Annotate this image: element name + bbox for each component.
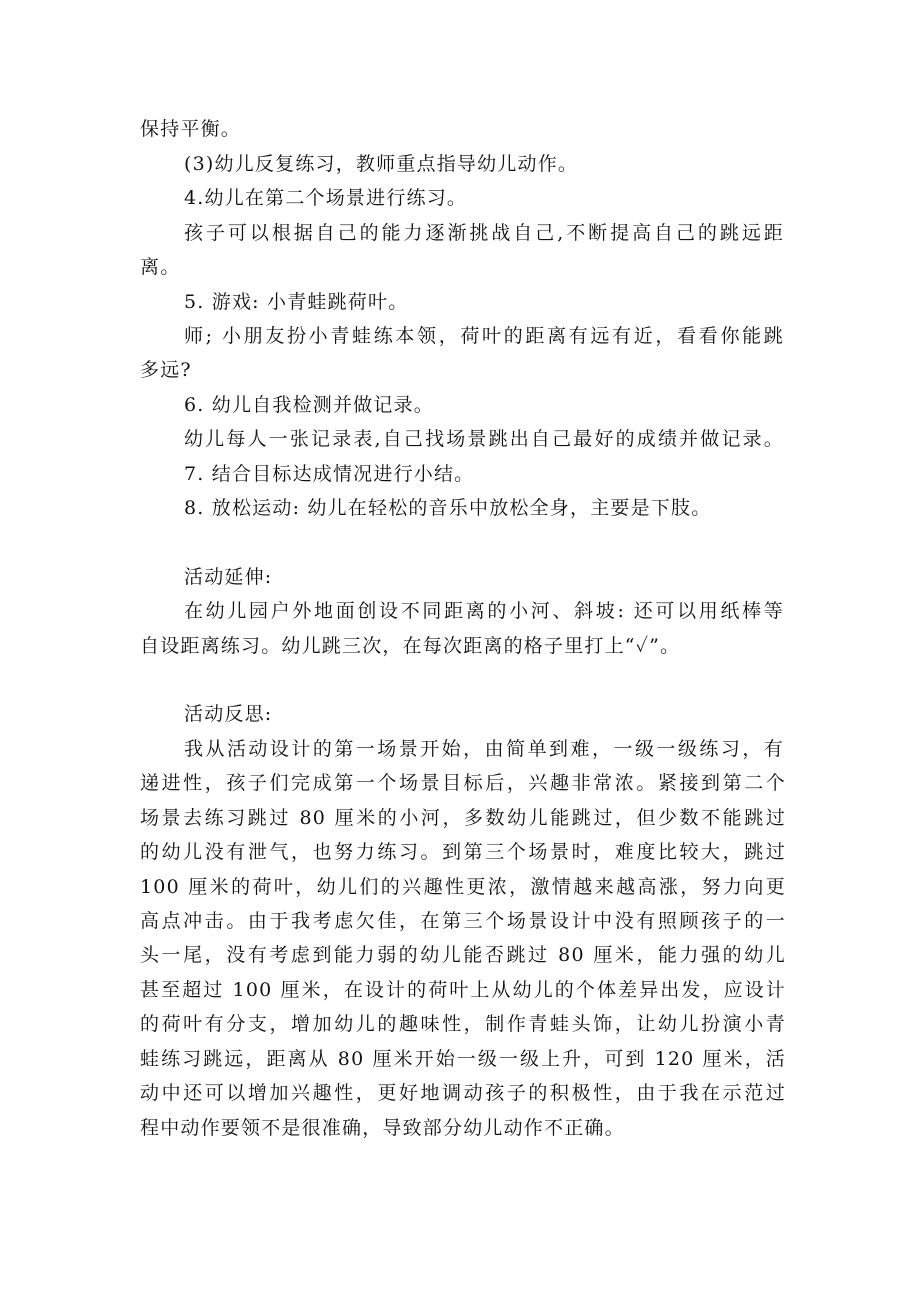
text-line-extension-2: 自设距离练习。幼儿跳三次，在每次距离的格子里打上“✓”。 (140, 635, 681, 657)
text-line-reflection-2: 递进性，孩子们完成第一个场景目标后，兴趣非常浓。紧接到第二个 (140, 772, 786, 794)
text-line-step-4: 4.幼儿在第二个场景进行练习。 (184, 187, 468, 209)
text-line-extension-1: 在幼儿园户外地面创设不同距离的小河、斜坡: 还可以用纸棒等 (184, 600, 784, 622)
text-line-reflection-8: 甚至超过 100 厘米，在设计的荷叶上从幼儿的个体差异出发，应设计 (140, 979, 786, 1001)
text-line-reflection-1: 我从活动设计的第一场景开始，由简单到难，一级一级练习，有 (184, 738, 784, 760)
text-line-teacher-end: 多远? (140, 359, 192, 381)
text-line-continuation: 保持平衡。 (140, 118, 242, 140)
text-line-reflection-3: 场景去练习跳过 80 厘米的小河，多数幼儿能跳过，但少数不能跳过 (140, 807, 786, 829)
text-line-step-8: 8. 放松运动: 幼儿在轻松的音乐中放松全身，主要是下肢。 (184, 497, 712, 519)
text-line-step-4-desc: 孩子可以根据自己的能力逐渐挑战自己,不断提高自己的跳远距 (184, 222, 784, 244)
section-heading-reflection: 活动反思: (184, 703, 273, 725)
text-line-reflection-5: 100 厘米的荷叶，幼儿们的兴趣性更浓，激情越来越高涨，努力向更 (140, 876, 786, 898)
text-line-step-5: 5. 游戏: 小青蛙跳荷叶。 (184, 291, 409, 313)
section-heading-extension: 活动延伸: (184, 566, 273, 588)
text-line-reflection-4: 的幼儿没有泄气，也努力练习。到第三个场景时，难度比较大，跳过 (140, 841, 786, 863)
text-line-reflection-6: 高点冲击。由于我考虑欠佳，在第三个场景设计中没有照顾孩子的一 (140, 910, 786, 932)
text-line-teacher: 师; 小朋友扮小青蛙练本领，荷叶的距离有远有近，看看你能跳 (184, 325, 784, 347)
text-line-reflection-11: 动中还可以增加兴趣性，更好地调动孩子的积极性，由于我在示范过 (140, 1082, 786, 1104)
text-line-step-3: (3)幼儿反复练习，教师重点指导幼儿动作。 (184, 153, 579, 175)
text-line-step-7: 7. 结合目标达成情况进行小结。 (184, 463, 475, 485)
text-line-step-4-desc-end: 离。 (140, 256, 181, 278)
text-line-reflection-12: 程中动作要领不是很准确，导致部分幼儿动作不正确。 (140, 1117, 625, 1139)
text-line-step-6: 6. 幼儿自我检测并做记录。 (184, 394, 434, 416)
text-line-step-6-desc: 幼儿每人一张记录表,自己找场景跳出自己最好的成绩并做记录。 (184, 428, 784, 450)
text-line-reflection-9: 的荷叶有分支，增加幼儿的趣味性，制作青蛙头饰，让幼儿扮演小青 (140, 1013, 786, 1035)
text-line-reflection-10: 蛙练习跳远，距离从 80 厘米开始一级一级上升，可到 120 厘米，活 (140, 1048, 786, 1070)
text-line-reflection-7: 头一尾，没有考虑到能力弱的幼儿能否跳过 80 厘米，能力强的幼儿 (140, 944, 786, 966)
